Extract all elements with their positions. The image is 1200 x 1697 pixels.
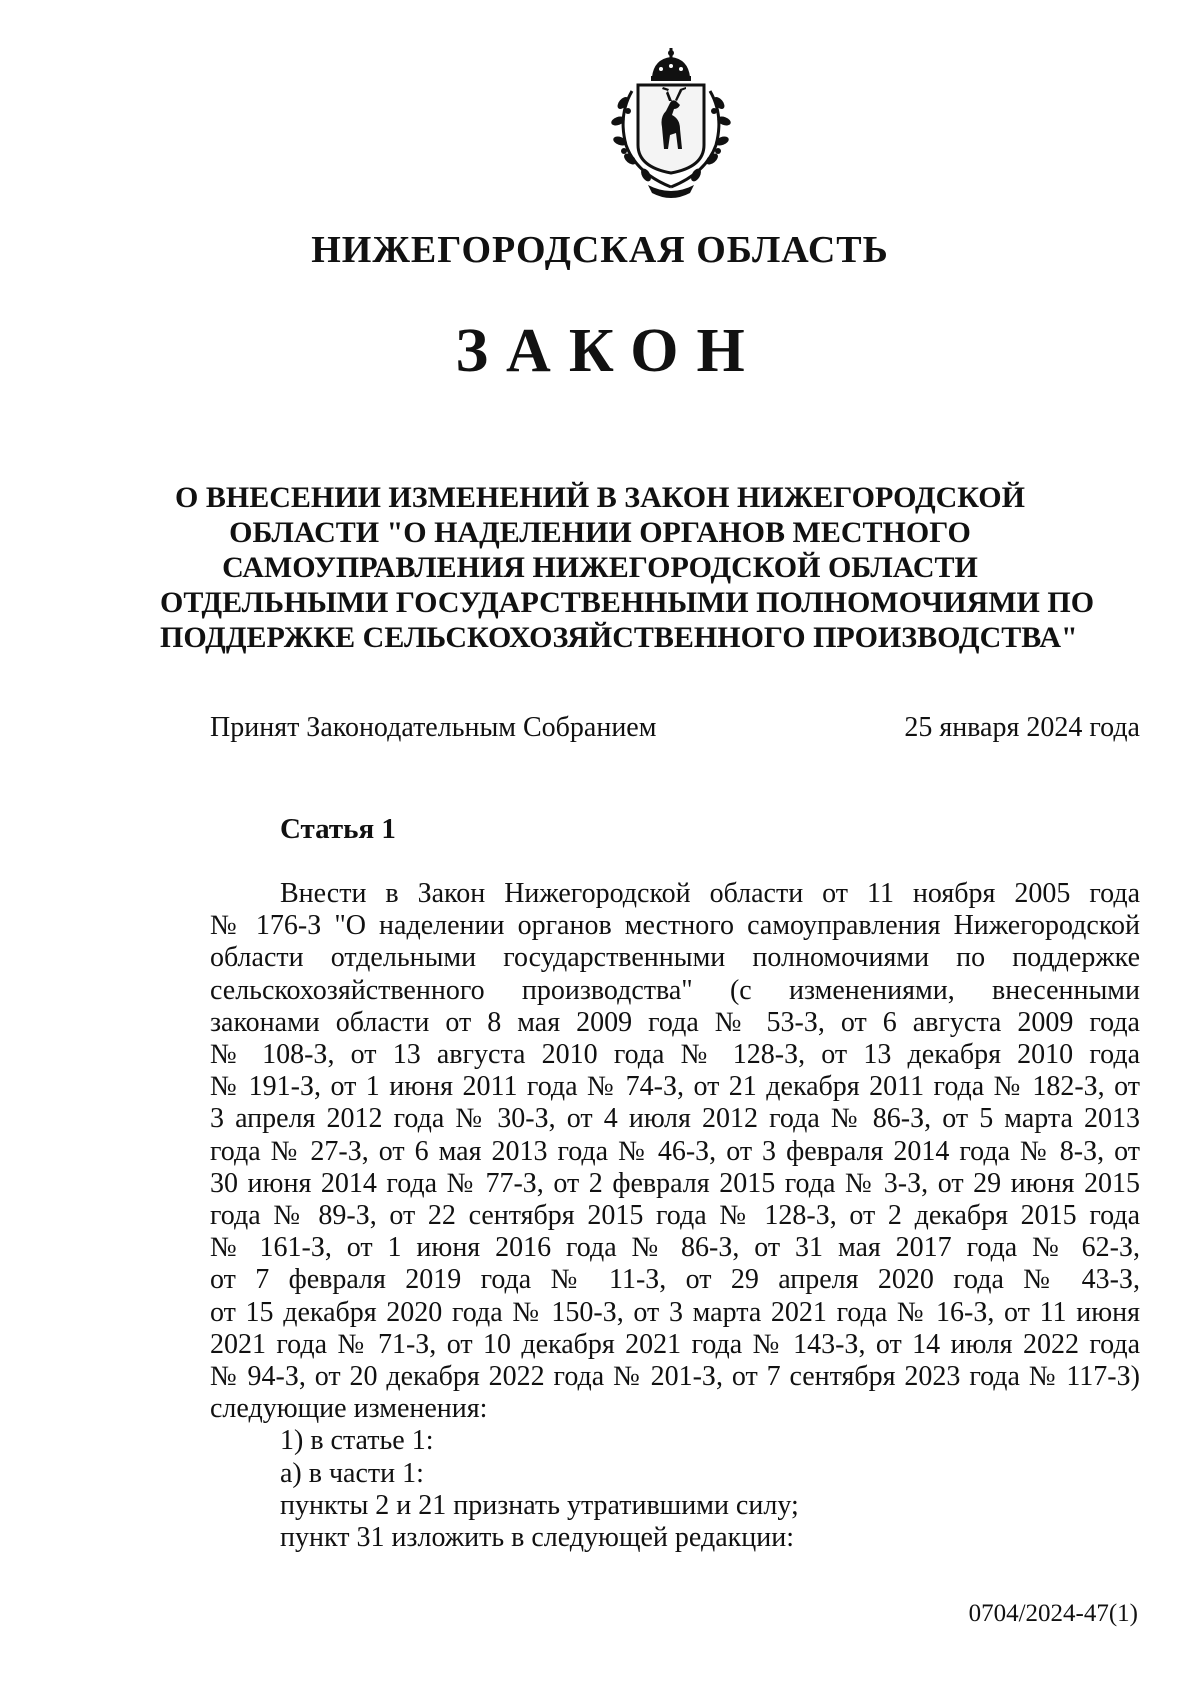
- list-item: а) в части 1:: [280, 1457, 424, 1489]
- adoption-row: [210, 712, 1140, 744]
- law-title-line: САМОУПРАВЛЕНИЯ НИЖЕГОРОДСКОЙ ОБЛАСТИ: [222, 551, 978, 584]
- paragraph-line: области отдельными государственными полномочиями по поддержке: [210, 942, 1140, 974]
- paragraph-line: года № 89-З, от 22 сентября 2015 года № 128-З, от 2 декабря 2015 года: [210, 1200, 1140, 1232]
- list-item: пункты 2 и 21 признать утратившими силу;: [280, 1489, 799, 1521]
- paragraph-line: сельскохозяйственного производства" (с изменениями, внесенными: [210, 974, 1140, 1006]
- law-title-line: ПОДДЕРЖКЕ СЕЛЬСКОХОЗЯЙСТВЕННОГО ПРОИЗВОДСТВА": [160, 621, 1078, 654]
- adoption-label: Принят Законодательным Собранием: [210, 712, 657, 743]
- paragraph-line: следующие изменения:: [210, 1393, 488, 1425]
- coat-of-arms-icon: [596, 45, 746, 200]
- law-title-line: ОБЛАСТИ "О НАДЕЛЕНИИ ОРГАНОВ МЕСТНОГО: [229, 516, 971, 549]
- adoption-date: 25 января 2024 года: [904, 712, 1140, 743]
- paragraph-line: № 108-З, от 13 августа 2010 года № 128-З, от 13 декабря 2010 года: [210, 1039, 1140, 1071]
- paragraph-line: Внести в Закон Нижегородской области от 11 ноября 2005 года: [280, 878, 1140, 909]
- article-heading: Статья 1: [280, 813, 396, 845]
- paragraph-line: от 15 декабря 2020 года № 150-З, от 3 марта 2021 года № 16-З, от 11 июня: [210, 1296, 1140, 1328]
- paragraph-line: № 176-З "О наделении органов местного самоуправления Нижегородской: [210, 910, 1140, 942]
- paragraph-line: 3 апреля 2012 года № 30-З, от 4 июля 2012 года № 86-З, от 5 марта 2013: [210, 1103, 1140, 1135]
- paragraph-line: 2021 года № 71-З, от 10 декабря 2021 года № 143-З, от 14 июля 2022 года: [210, 1328, 1140, 1360]
- article-body: [210, 878, 1140, 1554]
- paragraph-line: № 161-З, от 1 июня 2016 года № 86-З, от 31 мая 2017 года № 62-З,: [210, 1232, 1140, 1264]
- paragraph-line: от 7 февраля 2019 года № 11-З, от 29 апреля 2020 года № 43-З,: [210, 1264, 1140, 1296]
- list-item: 1) в статье 1:: [280, 1425, 434, 1457]
- list-item: пункт 31 изложить в следующей редакции:: [280, 1522, 794, 1554]
- paragraph-line: № 94-З, от 20 декабря 2022 года № 201-З, от 7 сентября 2023 года № 117-З): [210, 1361, 1140, 1393]
- document-number: 0704/2024-47(1): [968, 1600, 1138, 1627]
- law-title: [160, 480, 1095, 655]
- paragraph-line: законами области от 8 мая 2009 года № 53-З, от 6 августа 2009 года: [210, 1006, 1140, 1038]
- paragraph-line: 30 июня 2014 года № 77-З, от 2 февраля 2015 года № 3-З, от 29 июня 2015: [210, 1167, 1140, 1199]
- document-type: ЗАКОН: [455, 317, 763, 385]
- law-title-line: ОТДЕЛЬНЫМИ ГОСУДАРСТВЕННЫМИ ПОЛНОМОЧИЯМИ ПО: [160, 586, 1095, 619]
- law-title-line: О ВНЕСЕНИИ ИЗМЕНЕНИЙ В ЗАКОН НИЖЕГОРОДСКОЙ: [175, 481, 1025, 514]
- paragraph-line: года № 27-З, от 6 мая 2013 года № 46-З, от 3 февраля 2014 года № 8-З, от: [210, 1135, 1140, 1167]
- region-name: НИЖЕГОРОДСКАЯ ОБЛАСТЬ: [311, 229, 889, 271]
- paragraph-line: № 191-З, от 1 июня 2011 года № 74-З, от 21 декабря 2011 года № 182-З, от: [210, 1071, 1140, 1103]
